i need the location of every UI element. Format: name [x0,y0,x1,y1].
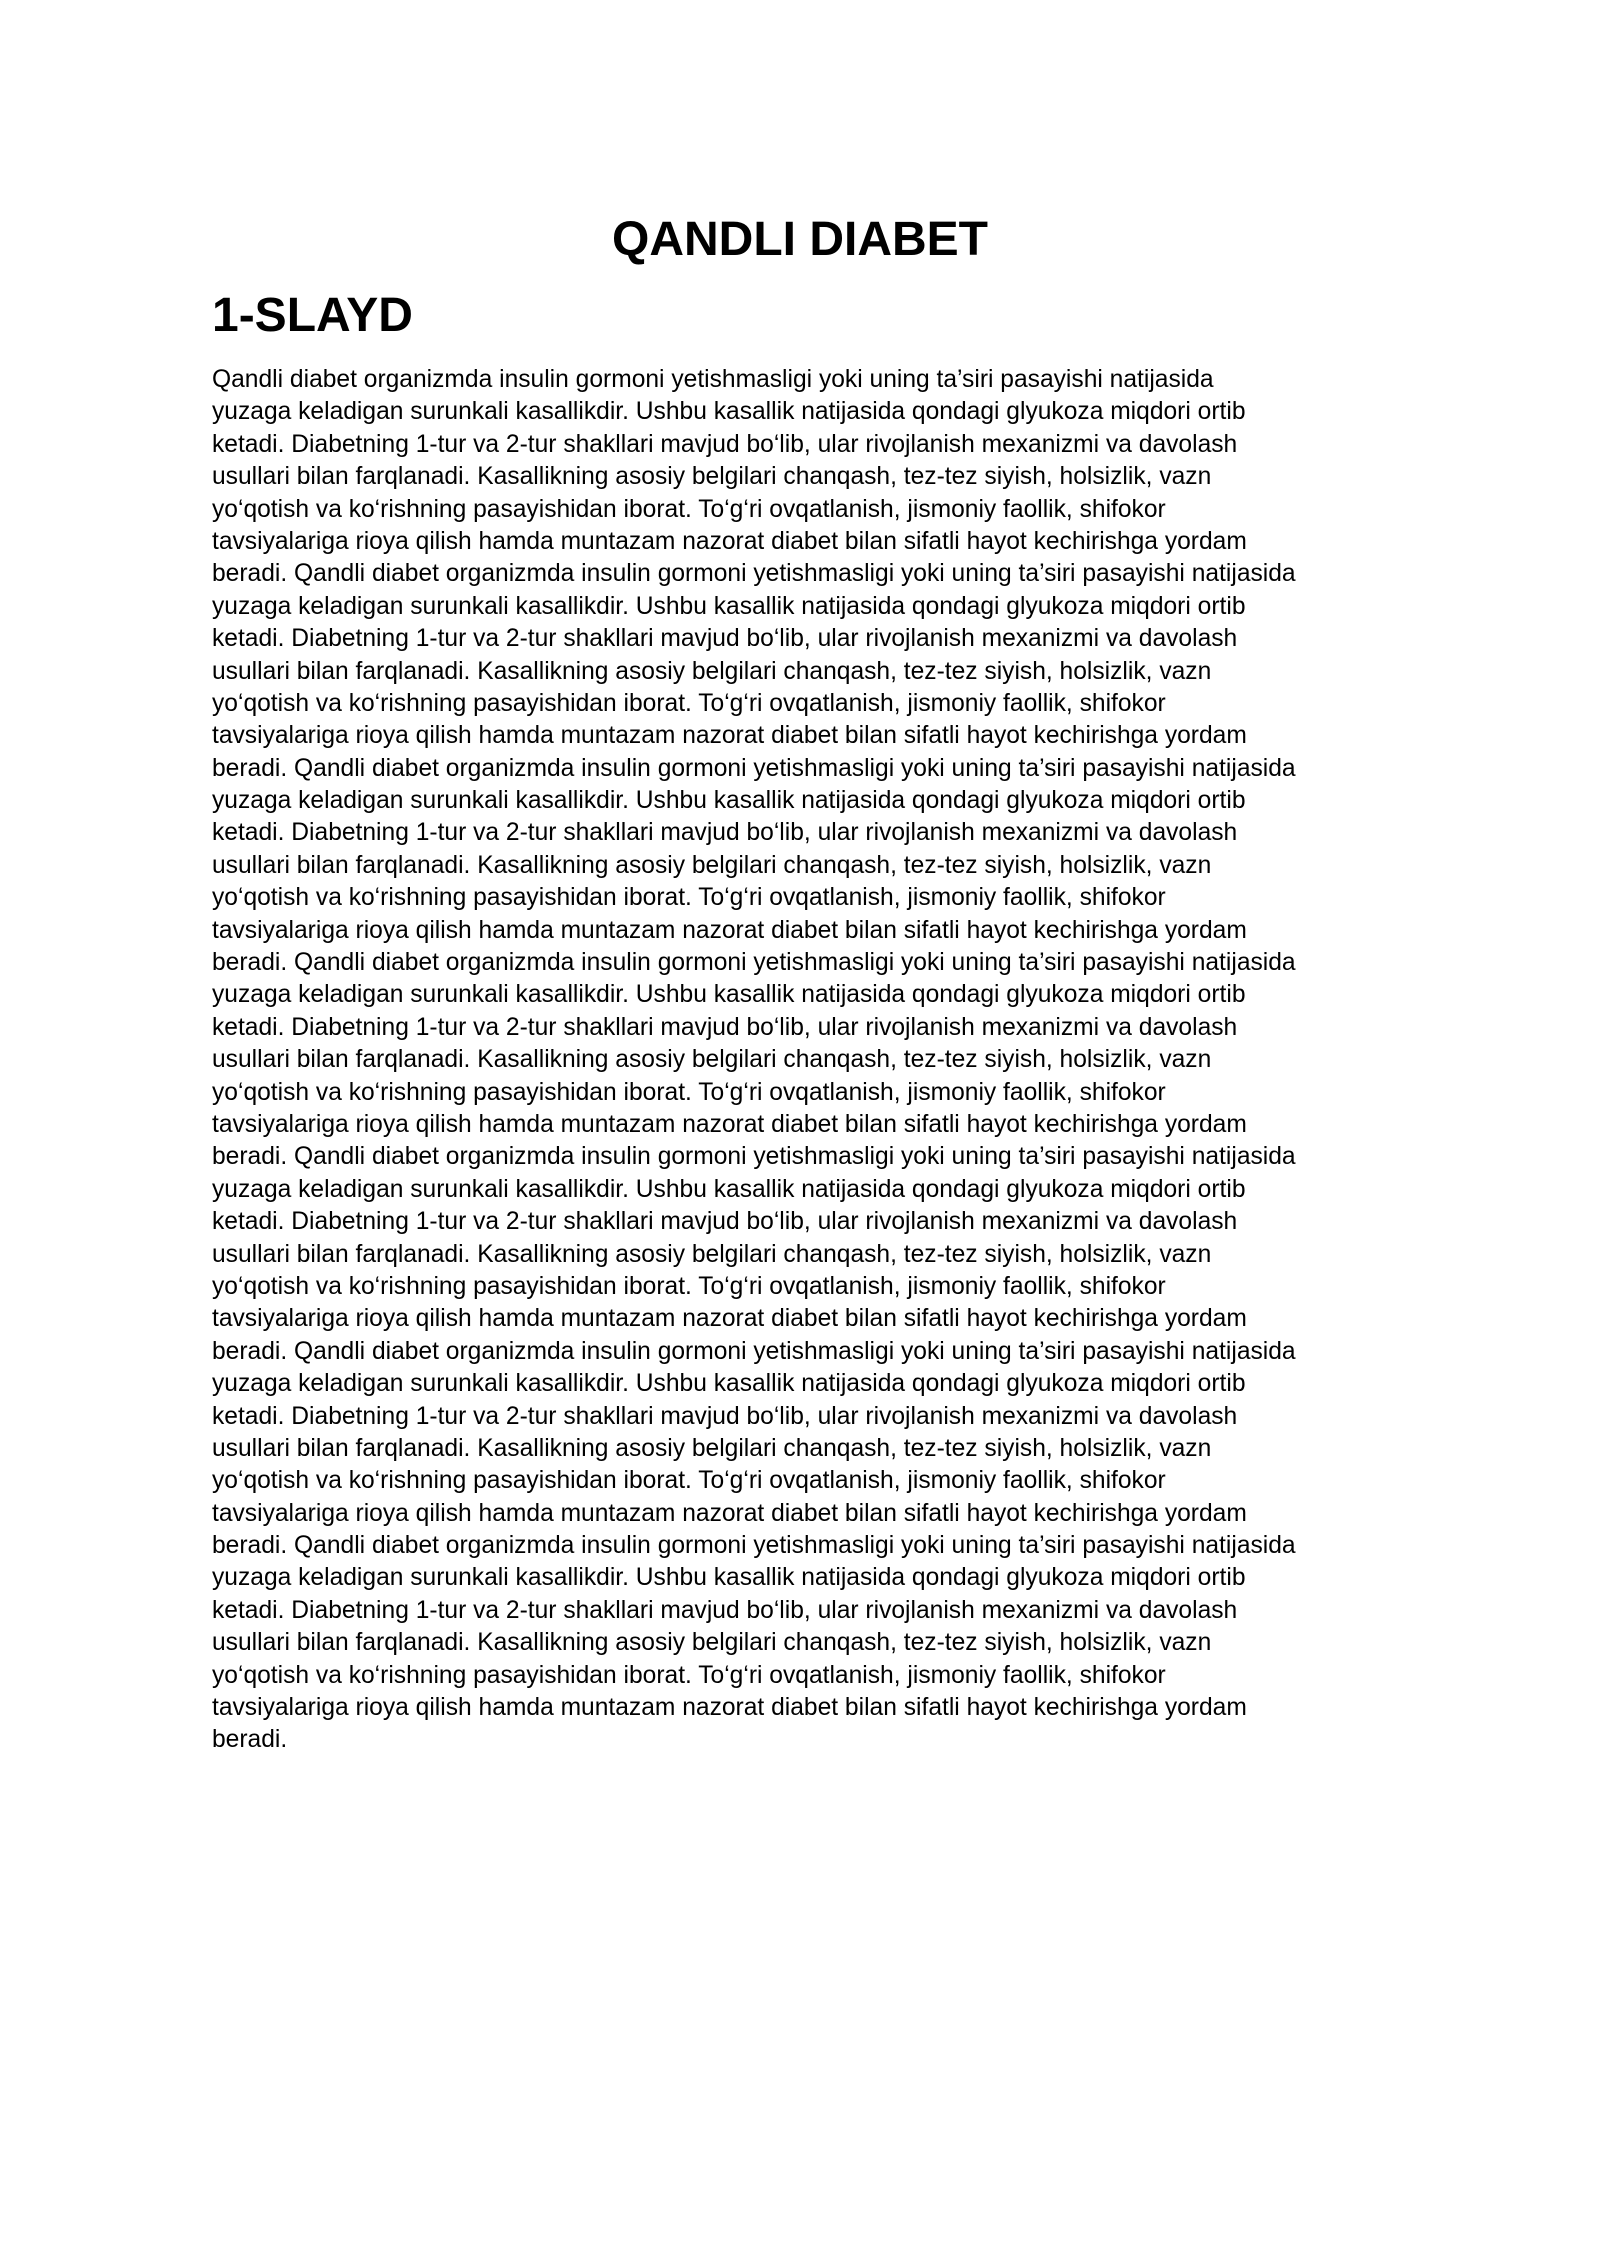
body-text-line: Qandli diabet organizmda insulin gormoni yetishmasligi yoki uning ta’siri pasayishi natijasida [212,366,1214,393]
body-text-line: yuzaga keladigan surunkali kasallikdir. Ushbu kasallik natijasida qondagi glyukoza miqdori ortib [212,398,1246,426]
body-text-line: yuzaga keladigan surunkali kasallikdir. Ushbu kasallik natijasida qondagi glyukoza miqdori ortib [212,592,1246,620]
body-text-line: yo‘qotish va ko‘rishning pasayishidan iborat. To‘g‘ri ovqatlanish, jismoniy faollik, shifokor [212,1661,1166,1689]
body-text-line: ketadi. Diabetning 1-tur va 2-tur shakllari mavjud bo‘lib, ular rivojlanish mexanizmi va davolash [212,1013,1238,1041]
document-title: QANDLI DIABET [612,213,988,266]
body-text-line: beradi. [212,1726,288,1754]
body-text-line: yuzaga keladigan surunkali kasallikdir. Ushbu kasallik natijasida qondagi glyukoza miqdori ortib [212,787,1246,815]
body-text-line: beradi. Qandli diabet organizmda insulin gormoni yetishmasligi yoki uning ta’siri pasayishi natijasida [212,1532,1296,1560]
body-text-line: ketadi. Diabetning 1-tur va 2-tur shakllari mavjud bo‘lib, ular rivojlanish mexanizmi va davolash [212,1402,1238,1430]
body-text-line: tavsiyalariga rioya qilish hamda muntazam nazorat diabet bilan sifatli hayot kechirishga yordam [212,1110,1247,1138]
body-text-line: usullari bilan farqlanadi. Kasallikning asosiy belgilari chanqash, tez-tez siyish, holsizlik, vazn [212,657,1212,685]
body-text-line: yo‘qotish va ko‘rishning pasayishidan iborat. To‘g‘ri ovqatlanish, jismoniy faollik, shifokor [212,884,1166,912]
body-text-line: ketadi. Diabetning 1-tur va 2-tur shakllari mavjud bo‘lib, ular rivojlanish mexanizmi va davolash [212,430,1238,458]
body-text-line: beradi. Qandli diabet organizmda insulin gormoni yetishmasligi yoki uning ta’siri pasayishi natijasida [212,1337,1296,1365]
body-text-line: yuzaga keladigan surunkali kasallikdir. Ushbu kasallik natijasida qondagi glyukoza miqdori ortib [212,981,1246,1009]
body-text-line: yuzaga keladigan surunkali kasallikdir. Ushbu kasallik natijasida qondagi glyukoza miqdori ortib [212,1175,1246,1203]
body-text-line: ketadi. Diabetning 1-tur va 2-tur shakllari mavjud bo‘lib, ular rivojlanish mexanizmi va davolash [212,819,1238,847]
body-text-line: ketadi. Diabetning 1-tur va 2-tur shakllari mavjud bo‘lib, ular rivojlanish mexanizmi va davolash [212,1208,1238,1236]
body-text-line: yo‘qotish va ko‘rishning pasayishidan iborat. To‘g‘ri ovqatlanish, jismoniy faollik, shifokor [212,1272,1166,1300]
body-text-line: beradi. Qandli diabet organizmda insulin gormoni yetishmasligi yoki uning ta’siri pasayishi natijasida [212,754,1296,782]
body-text-line: usullari bilan farqlanadi. Kasallikning asosiy belgilari chanqash, tez-tez siyish, holsizlik, vazn [212,1046,1212,1074]
slide-heading: 1-SLAYD [212,289,413,342]
body-text-line: yuzaga keladigan surunkali kasallikdir. Ushbu kasallik natijasida qondagi glyukoza miqdori ortib [212,1370,1246,1398]
body-text-line: yo‘qotish va ko‘rishning pasayishidan iborat. To‘g‘ri ovqatlanish, jismoniy faollik, shifokor [212,1078,1166,1106]
body-paragraph [212,364,1402,1757]
body-text-line: ketadi. Diabetning 1-tur va 2-tur shakllari mavjud bo‘lib, ular rivojlanish mexanizmi va davolash [212,1596,1238,1624]
body-text-line: beradi. Qandli diabet organizmda insulin gormoni yetishmasligi yoki uning ta’siri pasayishi natijasida [212,1143,1296,1171]
body-text-line: yo‘qotish va ko‘rishning pasayishidan iborat. To‘g‘ri ovqatlanish, jismoniy faollik, shifokor [212,1467,1166,1495]
body-text-line: tavsiyalariga rioya qilish hamda muntazam nazorat diabet bilan sifatli hayot kechirishga yordam [212,722,1247,750]
body-text-line: beradi. Qandli diabet organizmda insulin gormoni yetishmasligi yoki uning ta’siri pasayishi natijasida [212,560,1296,588]
body-text-line: ketadi. Diabetning 1-tur va 2-tur shakllari mavjud bo‘lib, ular rivojlanish mexanizmi va davolash [212,625,1238,653]
body-text-line: tavsiyalariga rioya qilish hamda muntazam nazorat diabet bilan sifatli hayot kechirishga yordam [212,1694,1247,1722]
body-text-line: usullari bilan farqlanadi. Kasallikning asosiy belgilari chanqash, tez-tez siyish, holsizlik, vazn [212,1434,1212,1462]
body-text-line: yuzaga keladigan surunkali kasallikdir. Ushbu kasallik natijasida qondagi glyukoza miqdori ortib [212,1564,1246,1592]
body-text-line: tavsiyalariga rioya qilish hamda muntazam nazorat diabet bilan sifatli hayot kechirishga yordam [212,527,1247,555]
body-text-line: beradi. Qandli diabet organizmda insulin gormoni yetishmasligi yoki uning ta’siri pasayishi natijasida [212,949,1296,977]
body-text-line: usullari bilan farqlanadi. Kasallikning asosiy belgilari chanqash, tez-tez siyish, holsizlik, vazn [212,463,1212,491]
body-text-line: usullari bilan farqlanadi. Kasallikning asosiy belgilari chanqash, tez-tez siyish, holsizlik, vazn [212,1629,1212,1657]
body-text-line: tavsiyalariga rioya qilish hamda muntazam nazorat diabet bilan sifatli hayot kechirishga yordam [212,1305,1247,1333]
body-text-line: yo‘qotish va ko‘rishning pasayishidan iborat. To‘g‘ri ovqatlanish, jismoniy faollik, shifokor [212,689,1166,717]
body-text-line: tavsiyalariga rioya qilish hamda muntazam nazorat diabet bilan sifatli hayot kechirishga yordam [212,916,1247,944]
body-text-line: usullari bilan farqlanadi. Kasallikning asosiy belgilari chanqash, tez-tez siyish, holsizlik, vazn [212,851,1212,879]
body-text-line: usullari bilan farqlanadi. Kasallikning asosiy belgilari chanqash, tez-tez siyish, holsizlik, vazn [212,1240,1212,1268]
body-text-line: yo‘qotish va ko‘rishning pasayishidan iborat. To‘g‘ri ovqatlanish, jismoniy faollik, shifokor [212,495,1166,523]
body-text-line: tavsiyalariga rioya qilish hamda muntazam nazorat diabet bilan sifatli hayot kechirishga yordam [212,1499,1247,1527]
